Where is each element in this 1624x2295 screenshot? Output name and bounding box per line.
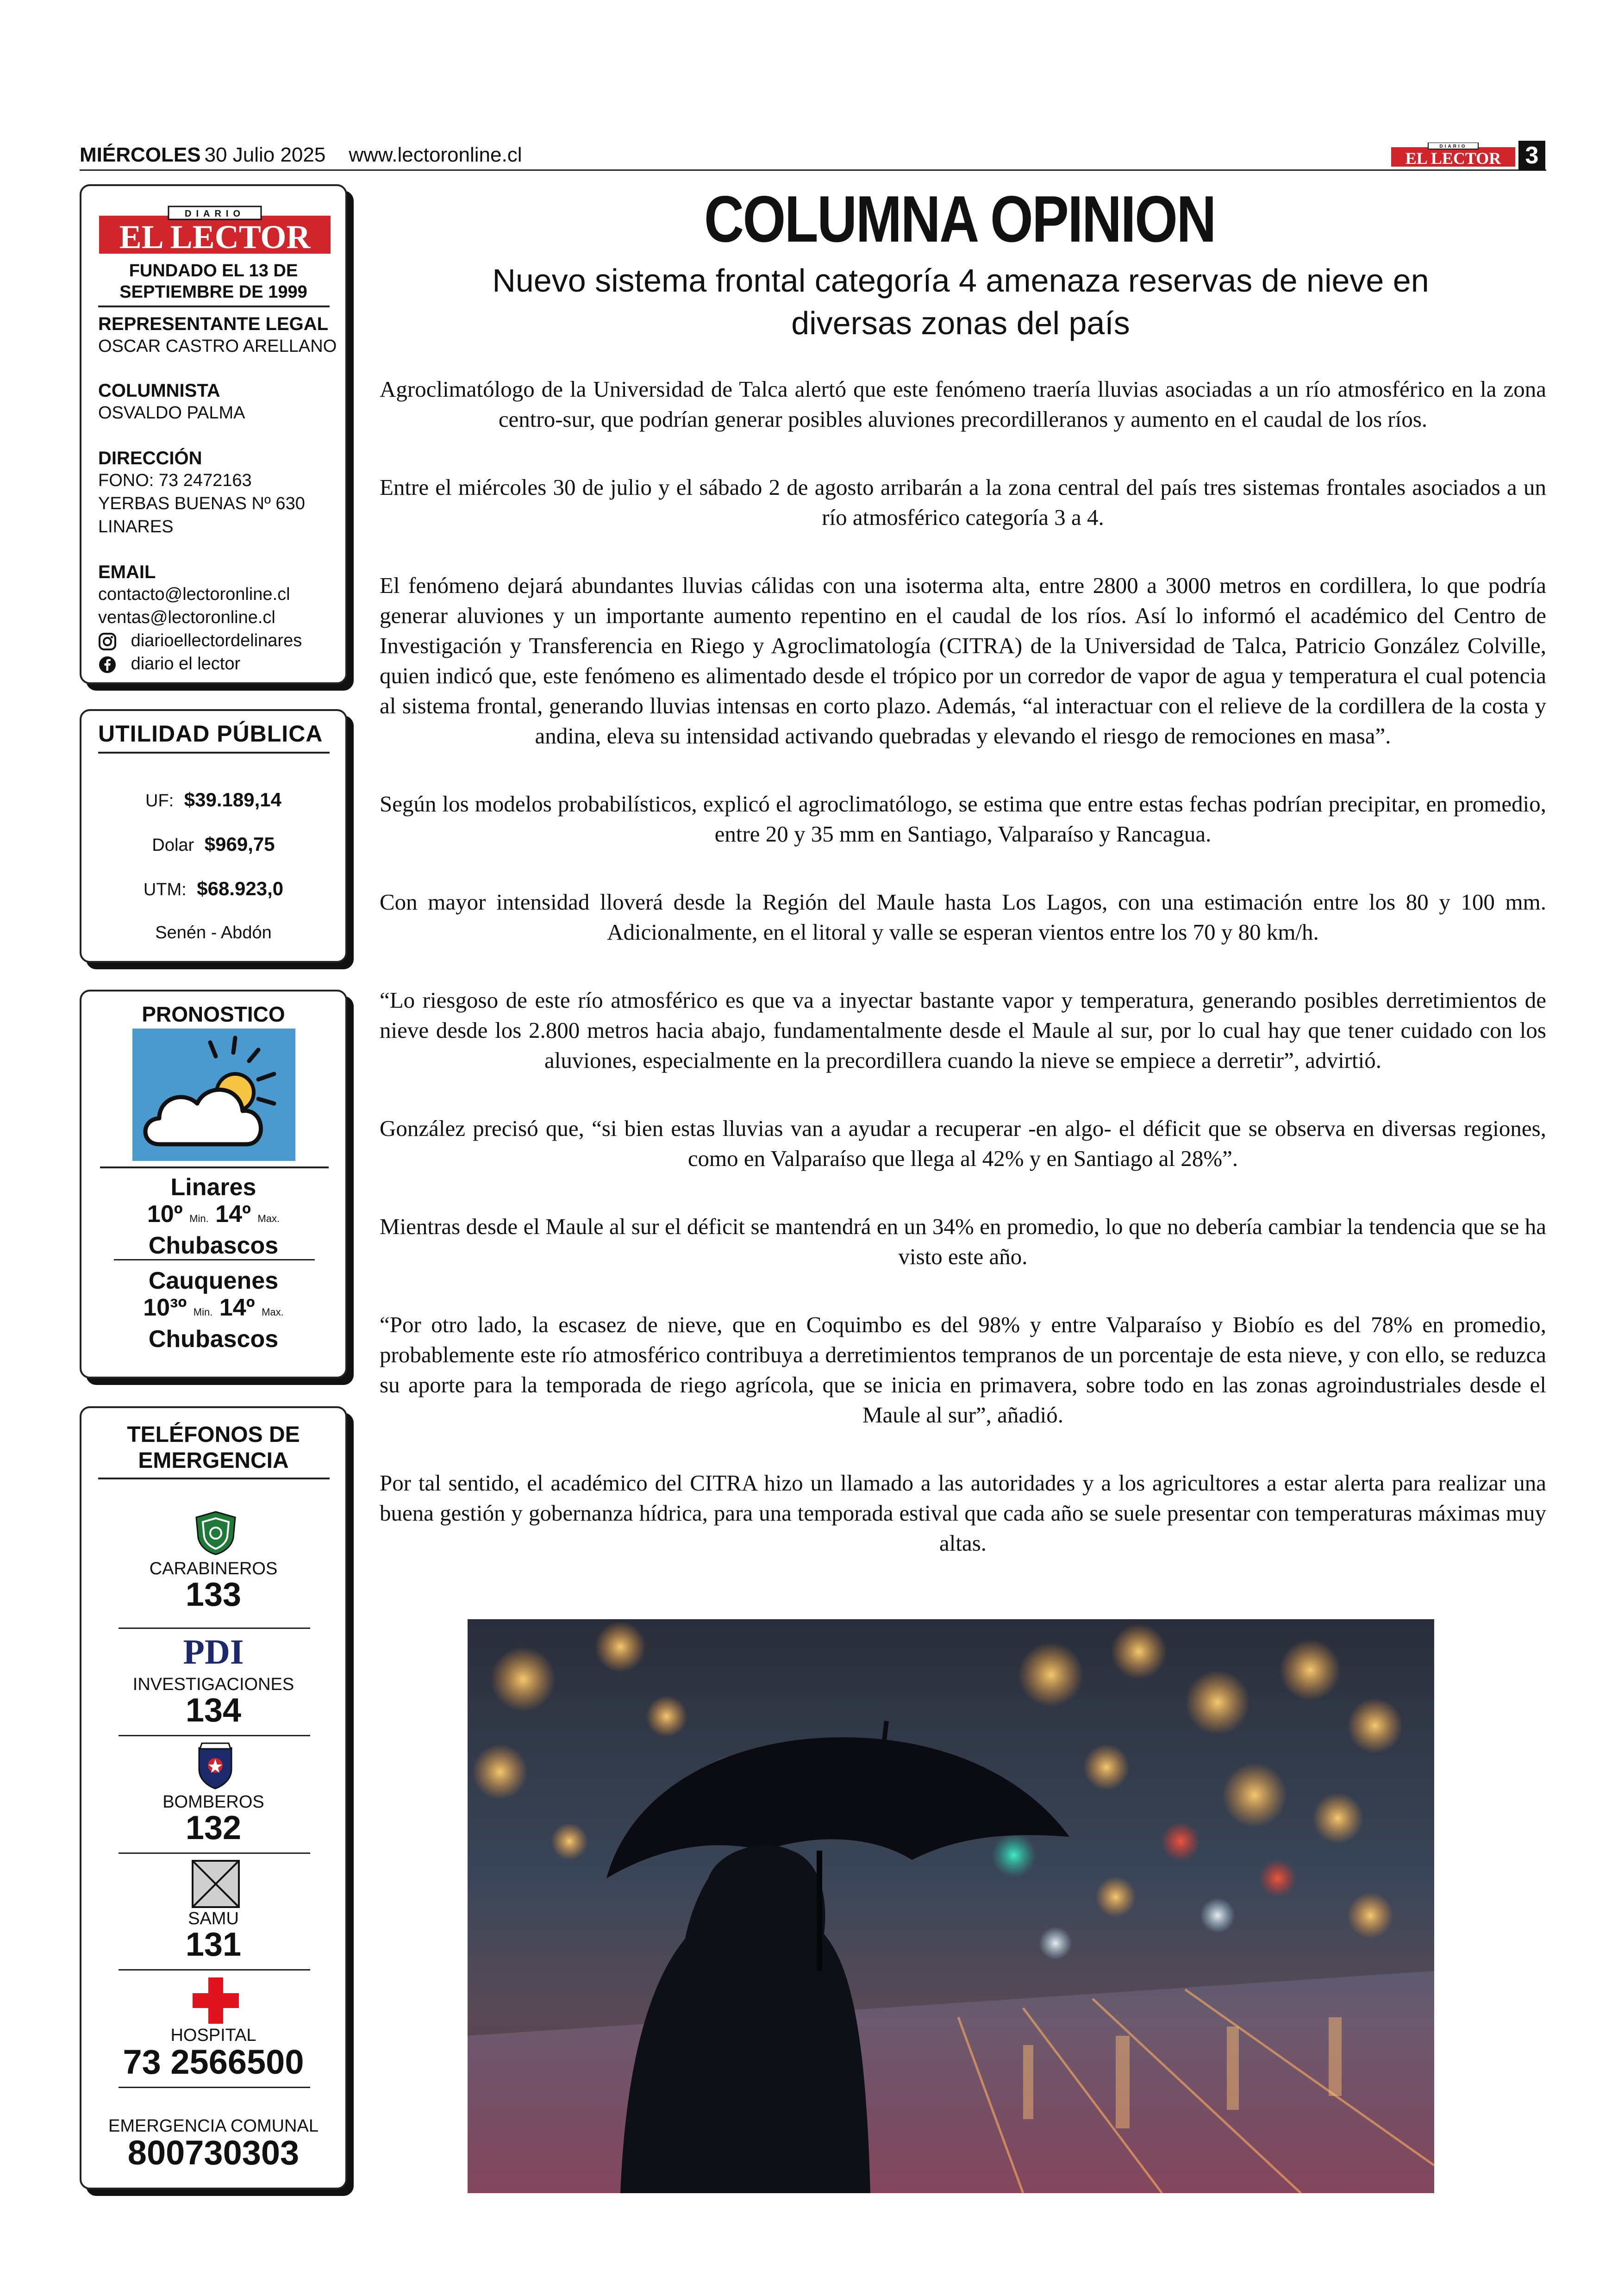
emergency-row-divider [119,1628,310,1629]
pdi-logo-icon: PDI [183,1633,244,1671]
masthead-box [80,184,347,684]
header-date: 30 Julio 2025 [204,143,326,166]
investigaciones-label: INVESTIGACIONES [132,1675,294,1694]
article-headline: Nuevo sistema frontal categoría 4 amenaza reservas de nieve en diversas zonas del país [492,262,1429,341]
article-body [380,374,1546,1596]
address: DIRECCIÓN FONO: 73 2472163 YERBAS BUENAS Nº 630 LINARES [98,448,305,536]
header-logo-top: DIARIO [1439,144,1467,149]
emergency-row-divider [119,2087,310,2088]
section-title: COLUMNA OPINION [704,182,1216,256]
utility-title: UTILIDAD PÚBLICA [98,721,323,747]
legal-rep: REPRESENTANTE LEGAL OSCAR CASTRO ARELLANO [98,314,337,356]
header-logo [1391,143,1515,167]
founded-text: FUNDADO EL 13 DE SEPTIEMBRE DE 1999 [119,261,307,302]
email-ventas[interactable]: ventas@lectoronline.cl [98,608,275,627]
samu-label: SAMU [188,1909,239,1928]
facebook-link[interactable]: diario el lector [98,652,302,675]
masthead-logo [99,206,331,254]
article-paragraph: Por tal sentido, el académico del CITRA hizo un llamado a las autoridades y a los agricultores a estar alerta para realizar una buena gestión y gobernanza hídrica, para una temporada estival que cada año se suele presentar con temperaturas máximas muy altas. [380,1470,1546,1556]
masthead-logo-top: DIARIO [185,209,245,219]
utility-divider [98,752,330,754]
contact: EMAIL contacto@lectoronline.cl ventas@lectoronline.cl diarioellectordelinares diario el lector [98,562,302,675]
utm-row: UTM: $68.923,0 [143,878,284,899]
forecast-city-divider [114,1259,315,1260]
article-paragraph: González precisó que, “si bien estas lluvias van a ayudar a recuperar -en algo- el déficit que se observa en diversas regiones, como en Valparaíso que llega al 42% y en Santiago al 28%”. [380,1116,1546,1171]
bomberos-number[interactable]: 132 [185,1809,242,1846]
columnist: COLUMNISTA OSVALDO PALMA [98,380,245,423]
temp-max: 14º [215,1201,251,1228]
comunal-label: EMERGENCIA COMUNAL [108,2116,319,2136]
instagram-icon [98,632,117,651]
utm-value: $68.923,0 [197,878,284,899]
article-paragraph: Según los modelos probabilísticos, explicó el agroclimatólogo, se estima que entre estas fechas podrían precipitar, en promedio, entre 20 y 35 mm en Santiago, Valparaíso y Rancagua. [380,791,1546,847]
city-name: Cauquenes [148,1267,279,1294]
condition: Chubascos [148,1232,279,1259]
article-paragraph: Agroclimatólogo de la Universidad de Talca alertó que este fenómeno traería lluvias asociadas a un río atmosférico en la zona centro-sur, que podrían generar posibles aluviones precordilleranos y aumento en el caudal de los ríos. [380,376,1546,432]
samu-logo-placeholder-icon [192,1860,240,1908]
emergency-row-divider [119,1735,310,1736]
dolar-row: Dolar $969,75 [152,833,275,855]
header-dateline [80,143,522,167]
forecast-linares: Linares 10º Min. 14º Max. Chubascos [81,1174,345,1259]
samu-number[interactable]: 131 [185,1926,242,1963]
page-number: 3 [1518,141,1545,170]
forecast-box [80,990,347,1378]
carabineros-number[interactable]: 133 [185,1576,242,1613]
uf-row: UF: $39.189,14 [145,789,281,811]
temp-min: 10º [147,1201,183,1228]
saints-of-day: Senén - Abdón [155,923,272,942]
header-rule [80,169,1546,171]
city-name: Linares [170,1174,256,1201]
emergency-row-divider [119,1852,310,1854]
instagram-link[interactable]: diarioellectordelinares [98,629,302,652]
temp-min: 10³º [143,1294,187,1321]
forecast-divider [100,1166,329,1168]
carabineros-shield-icon [194,1511,237,1555]
header-logo-text: EL LECTOR [1405,149,1501,167]
emergency-title: TELÉFONOS DE EMERGENCIA [127,1422,300,1473]
article-paragraph: “Por otro lado, la escasez de nieve, que en Coquimbo es del 98% y entre Valparaíso y Biobío es del 78% en promedio, probablemente este río atmosférico contribuya a derretimientos tempranos de un porcentaje de esta nieve, y con ello, se reduzca su aporte para la temporada de riego agrícola, que se inicia en primavera, sobre todo en las zonas agroindustriales desde el Maule al sur”, añadió. [380,1312,1546,1428]
article-paragraph: Entre el miércoles 30 de julio y el sábado 2 de agosto arribarán a la zona central del país tres sistemas frontales asociados a un río atmosférico categoría 3 a 4. [380,474,1546,530]
masthead-divider [98,306,330,307]
emergency-box [80,1406,347,2189]
article-paragraph: Mientras desde el Maule al sur el déficit se mantendrá en un 34% en promedio, lo que no debería cambiar la tendencia que se ha visto este año. [380,1214,1546,1269]
bomberos-label: BOMBEROS [162,1792,264,1812]
emergency-divider [98,1478,330,1479]
partly-cloudy-icon [132,1029,295,1161]
forecast-title: PRONOSTICO [142,1002,285,1026]
bomberos-badge-icon [195,1741,235,1790]
header-day: MIÉRCOLES [80,143,201,166]
dolar-value: $969,75 [204,833,275,855]
article-paragraph: “Lo riesgoso de este río atmosférico es que va a inyectar bastante vapor y temperatura, generando posibles derretimientos de nieve desde los 2.800 metros hacia abajo, fundamentalmente desde el Maule al sur, por lo cual hay que tener cuidado con los aluviones, especialmente en la precordillera cuando la nieve se empiece a derretir”, advirtió. [380,987,1546,1073]
temp-max: 14º [219,1294,255,1321]
utility-box [80,709,347,963]
comunal-number[interactable]: 800730303 [127,2133,300,2172]
red-cross-icon [192,1977,240,2025]
person-with-umbrella-rainy-street-photo [468,1619,1434,2193]
investigaciones-number[interactable]: 134 [185,1692,242,1729]
condition: Chubascos [148,1326,279,1353]
article-paragraph: El fenómeno dejará abundantes lluvias cálidas con una isoterma alta, entre 2800 a 3000 metros en cordillera, lo que podría generar aluviones y un importante aumento repentino en el caudal de los ríos. Así lo informó el académico del Centro de Investigación y Transferencia en Riego y Agroclimatología (CITRA) de la Universidad de Talca, Patricio González Colville, quien indicó que, este fenómeno es alimentado desde el trópico por un corredor de vapor de agua y temperatura el cual potencia al sistema frontal, generando lluvias intensas en corto plazo. Además, “al interactuar con el relieve de la cordillera de la costa y andina, eleva su intensidad activando quebradas y elevando el riesgo de remociones en masa”. [380,573,1546,748]
hospital-number[interactable]: 73 2566500 [123,2043,304,2081]
carabineros-label: CARABINEROS [149,1559,278,1578]
forecast-cauquenes: Cauquenes 10³º Min. 14º Max. Chubascos [81,1267,345,1353]
hospital-label: HOSPITAL [170,2026,256,2045]
masthead-logo-text: EL LECTOR [119,218,311,254]
header-website[interactable]: www.lectoronline.cl [349,143,522,166]
uf-value: $39.189,14 [184,789,281,811]
facebook-icon [98,655,117,674]
article-paragraph: Con mayor intensidad lloverá desde la Región del Maule hasta Los Lagos, con una estimación entre los 80 y 100 mm. Adicionalmente, en el litoral y valle se esperan vientos entre los 70 y 80 km/h. [380,889,1546,945]
emergency-row-divider [119,1969,310,1971]
email-contacto[interactable]: contacto@lectoronline.cl [98,585,290,604]
